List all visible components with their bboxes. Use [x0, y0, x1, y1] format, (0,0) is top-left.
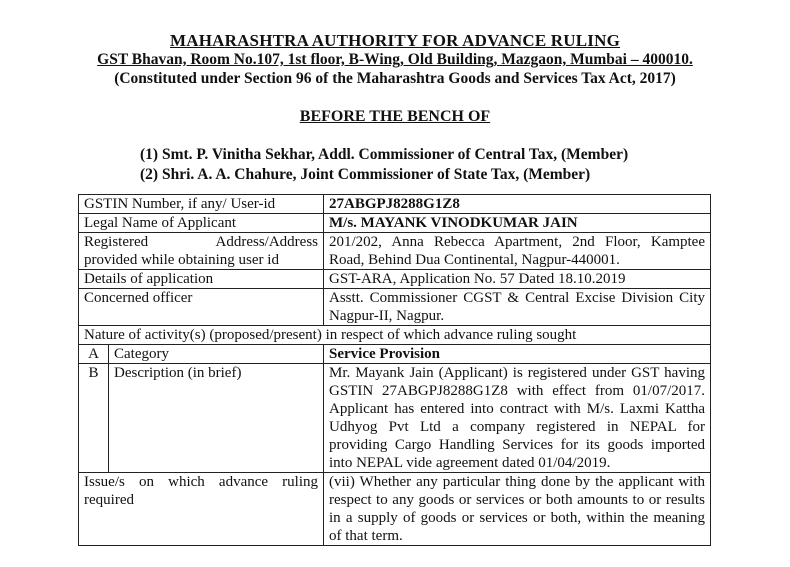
bench-heading: BEFORE THE BENCH OF: [299, 108, 491, 125]
description-value: Mr. Mayank Jain (Applicant) is registered under GST having GSTIN 27ABGPJ8288G1Z8 with effect from 01/07/2017. Applicant has entered into contract with M/s. Laxmi Kattha Udhyog Pvt Ltd a company registered in NEPAL for providing Cargo Handling Services for its goods imported into NEPAL vide agreement dated 01/04/2019.: [324, 364, 711, 473]
table-row: [79, 214, 711, 233]
category-value: Service Provision: [324, 345, 711, 364]
address-value: 201/202, Anna Rebecca Apartment, 2nd Floor, Kamptee Road, Behind Dua Continental, Nagpur-440001.: [324, 233, 711, 270]
bench-member-1: (1) Smt. P. Vinitha Sekhar, Addl. Commissioner of Central Tax, (Member): [140, 146, 629, 163]
authority-title: MAHARASHTRA AUTHORITY FOR ADVANCE RULING: [169, 31, 621, 50]
nature-label: Nature of activity(s) (proposed/present) in respect of which advance ruling sought: [79, 326, 711, 345]
table-row: [79, 345, 711, 364]
constitution-note: (Constituted under Section 96 of the Maharashtra Goods and Services Tax Act, 2017): [114, 70, 676, 87]
table-row: [79, 326, 711, 345]
details-label: Details of application: [79, 270, 324, 289]
officer-label: Concerned officer: [79, 289, 324, 326]
gstin-value: 27ABGPJ8288G1Z8: [324, 195, 711, 214]
officer-value: Asstt. Commissioner CGST & Central Excise Division City Nagpur-II, Nagpur.: [324, 289, 711, 326]
category-letter: A: [79, 345, 109, 364]
gstin-label: GSTIN Number, if any/ User-id: [79, 195, 324, 214]
table-row: [79, 289, 711, 326]
application-details-table: [78, 194, 711, 546]
table-row: [79, 233, 711, 270]
details-value: GST-ARA, Application No. 57 Dated 18.10.2019: [324, 270, 711, 289]
table-row: [79, 270, 711, 289]
address-label-line-1: Registered Address/Address: [84, 234, 319, 250]
address-label-line-2: provided while obtaining user id: [84, 252, 279, 268]
category-label: Category: [109, 345, 324, 364]
authority-address: GST Bhavan, Room No.107, 1st floor, B-Wing, Old Building, Mazgaon, Mumbai – 400010.: [97, 51, 693, 68]
table-row: [79, 195, 711, 214]
description-letter: B: [79, 364, 109, 473]
description-label: Description (in brief): [109, 364, 324, 473]
table-row: [79, 364, 711, 473]
bench-member-2: (2) Shri. A. A. Chahure, Joint Commissioner of State Tax, (Member): [140, 166, 591, 183]
legal-name-value: M/s. MAYANK VINODKUMAR JAIN: [324, 214, 711, 233]
table-row: [79, 473, 711, 546]
address-label: [79, 233, 324, 270]
legal-name-label: Legal Name of Applicant: [79, 214, 324, 233]
issues-label: Issue/s on which advance ruling required: [79, 473, 324, 546]
issues-value: (vii) Whether any particular thing done by the applicant with respect to any goods or services or both amounts to or results in a supply of goods or services or both, within the meaning of that term.: [324, 473, 711, 546]
